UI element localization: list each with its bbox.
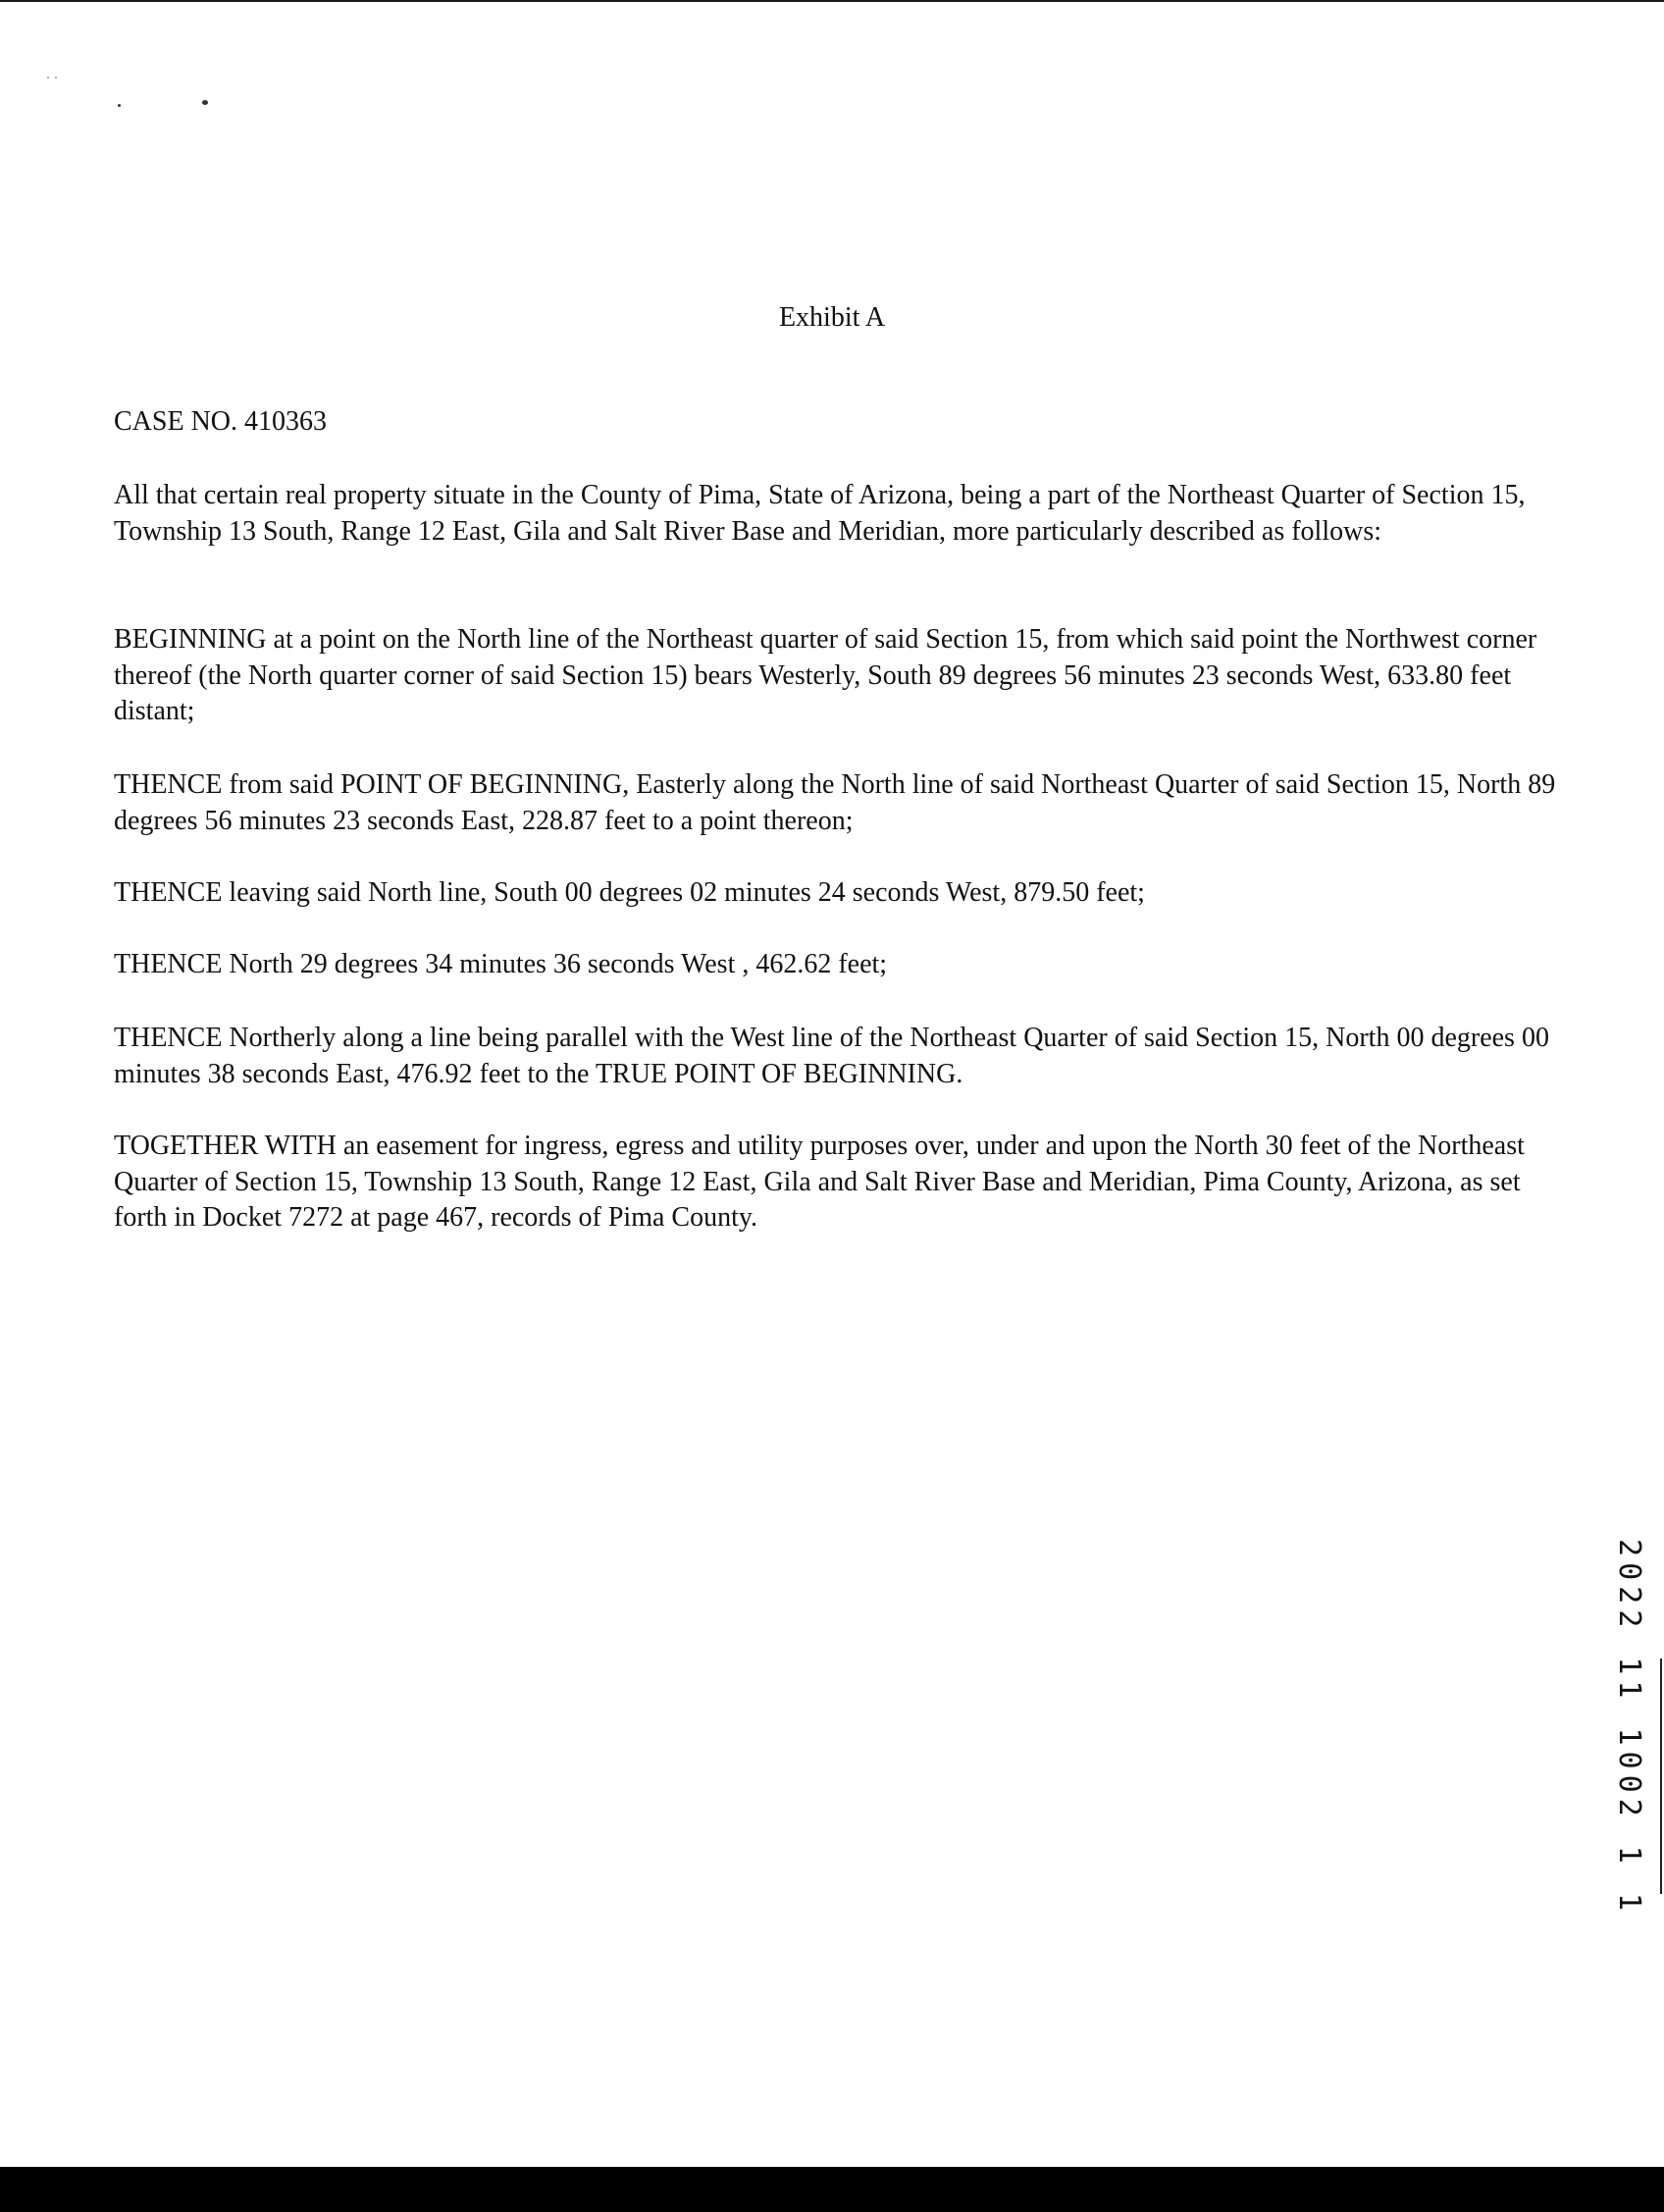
scan-top-border (0, 0, 1664, 2)
thence-paragraph-3: THENCE North 29 degrees 34 minutes 36 seconds West , 462.62 feet; (114, 949, 888, 979)
thence-paragraph-4: THENCE Northerly along a line being parallel with the West line of the Northeast Quarter of said Section 15, North 00 degrees 00 minutes 38 seconds East, 476.92 feet to the TRUE POINT OF BEGINNING. (114, 1023, 1549, 1089)
beginning-paragraph: BEGINNING at a point on the North line of the Northeast quarter of said Section 15, from which said point the Northwest corner thereof (the North quarter corner of said Section 15) bears Westerly, South 89 degrees 56 minutes 23 seconds West, 633.80 feet distant; (114, 624, 1537, 726)
recording-stamp-text: 2022 11 1002 1 1 (1611, 1539, 1646, 1917)
scan-margin-rule (1660, 1659, 1662, 1894)
scan-speck (47, 77, 49, 79)
scan-speck (55, 77, 57, 79)
scan-bottom-band (0, 2167, 1664, 2212)
recording-stamp (1609, 1539, 1648, 1917)
easement-paragraph: TOGETHER WITH an easement for ingress, egress and utility purposes over, under and upon the North 30 feet of the Northeast Quarter of Section 15, Township 13 South, Range 12 East, Gila and Salt River Base and Meridian, Pima County, Arizona, as set forth in Docket 7272 at page 467, records of Pima County. (114, 1131, 1525, 1233)
exhibit-title: Exhibit A (778, 302, 886, 333)
case-number: CASE NO. 410363 (114, 406, 328, 437)
thence-paragraph-1: THENCE from said POINT OF BEGINNING, Easterly along the North line of said Northeast Quarter of said Section 15, North 89 degrees 56 minutes 23 seconds East, 228.87 feet to a point thereon; (114, 769, 1556, 836)
scan-speck (202, 100, 208, 105)
thence-paragraph-2: THENCE leaving said North line, South 00 degrees 02 minutes 24 seconds West, 879.50 feet; (114, 877, 1145, 908)
scan-speck (118, 104, 121, 107)
property-description-paragraph: All that certain real property situate in the County of Pima, State of Arizona, being a part of the Northeast Quarter of Section 15, Township 13 South, Range 12 East, Gila and Salt River Base and Meridian, more particularly described as follows: (114, 480, 1526, 547)
